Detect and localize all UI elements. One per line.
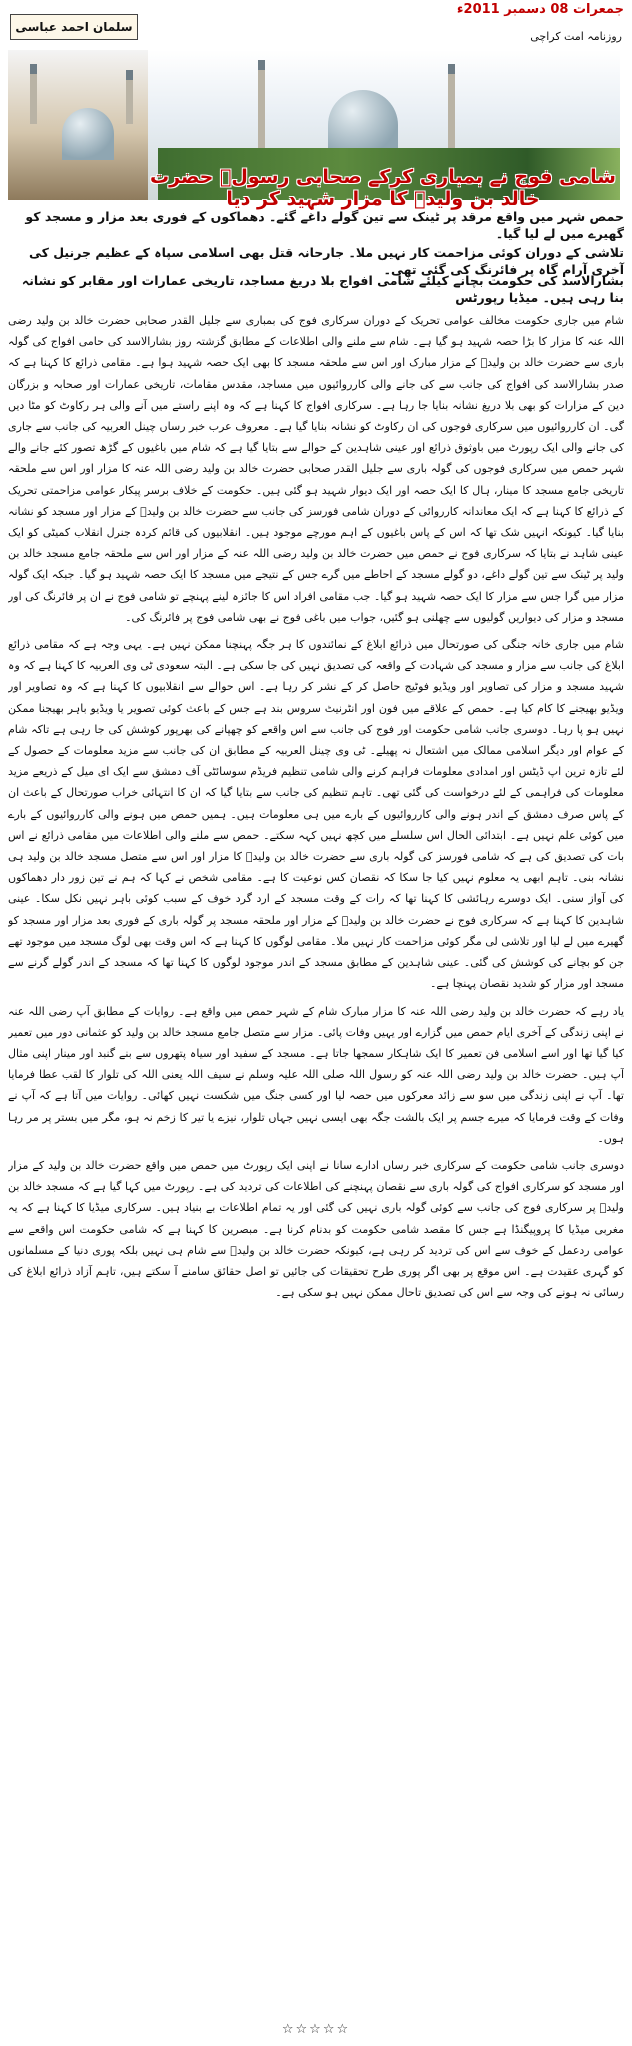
article-body <box>8 310 624 2010</box>
paragraph-2: شام میں جاری خانہ جنگی کی صورتحال میں ذرائع ابلاغ کے نمائندوں کا ہر جگہ پہنچنا ممکن نہیں ہے۔ یہی وجہ ہے کہ مقامی ذرائع ابلاغ کی جانب سے مزار و مسجد کی شہادت کے واقعہ کی تصدیق نہیں کی جا سکی ہے۔ البتہ سعودی ٹی وی العربیہ کا کہنا ہے کہ وہ شہید مسجد و مزار کی تصاویر اور ویڈیو فوٹیج حاصل کر کے نشر کر رہا ہے۔ اس حوالے سے انقلابیوں کا کہنا ہے کہ وہ تصاویر اور ویڈیو بھیجنے کا کام کیا ہے۔ حمص کے علاقے میں فون اور انٹرنیٹ سروس بند ہے جس کے باعث کوئی تصویر یا ویڈیو باہر بھیجنا ممکن نہیں ہو پا رہا۔ دوسری جانب شامی حکومت اور فوج کی جانب سے اس واقعے کو چھپانے کی بھرپور کوشش کی جا رہی ہے تاکہ شام کے عوام اور دیگر اسلامی ممالک میں اشتعال نہ پھیلے۔ ٹی وی چینل العربیہ کے مطابق ان کی جانب سے مزید معلومات کے حصول کے لئے تازہ ترین اپ ڈیٹس اور امدادی معلومات فراہم کرنے والی شامی تنظیم فریڈم سوسائٹی آف دمشق سے ایک ای میل کے ذریعے مزید معلومات کی فراہمی کے لئے درخواست کی گئی تھی۔ تاہم تنظیم کی جانب سے بتایا گیا کہ ان کا انتہائی خراب صورتحال کے باعث ان کے پاس صرف دمشق کے اندر ہونے والی کارروائیوں کے بارے میں ہی معلومات ہیں۔ ہمیں حمص میں ہونے والی کارروائیوں کے بارے میں کوئی علم نہیں ہے۔ ابتدائی الحال اس سلسلے میں کچھ نہیں کہہ سکتے۔ حمص سے ملنے والی اطلاعات میں مقامی ذرائع نے اس بات کی تصدیق کی ہے کہ شامی فورسز کی گولہ باری سے حضرت خالد بن ولیدؓ کا مزار اور اس سے متصل مسجد خالد بن ولید ہی نشانہ بنی۔ تاہم ابھی یہ معلوم نہیں کیا جا سکا کہ نقصان کس نوعیت کا ہے۔ مقامی شخص نے کہا کہ ہم نے تین زور دار دھماکوں کی آواز سنی۔ ایک دوسرے رہائشی کا کہنا تھا کہ رات کے وقت مسجد کے ارد گرد خوف کے سبب کوئی باہر نہیں نکل سکا۔ عینی شاہدین کا کہنا ہے کہ سرکاری فوج نے حضرت خالد بن ولیدؓ کے مزار اور ملحقہ مسجد پر گولہ باری کے فوری بعد مزار اور مسجد کو گھیرے میں لے لیا اور تلاشی لی مگر کوئی مزاحمت کار نہیں ملا۔ مقامی لوگوں کا کہنا ہے کہ اس وقت بھی لوگ مسجد میں موجود تھے جن کو بچانے کی کوشش کی گئی۔ عینی شاہدین کے مطابق مسجد کے اندر موجود لوگوں کا کہنا تھا کہ مسجد کے اندر گولے گرنے سے مسجد اور مزار کو شدید نقصان پہنچا ہے۔ <box>8 638 624 991</box>
paragraph-3: یاد رہے کہ حضرت خالد بن ولید رضی اللہ عنہ کا مزار مبارک شام کے شہر حمص میں واقع ہے۔ روایات کے مطابق آپ رضی اللہ عنہ نے اپنی زندگی کے آخری ایام حمص میں گزارے اور یہیں وفات پائی۔ مزار سے متصل جامع مسجد خالد بن ولید کو عثمانی دور میں تعمیر کیا گیا تھا اور اسے اسلامی فن تعمیر کا ایک شاہکار سمجھا جاتا ہے۔ مسجد کے سفید اور سیاہ پتھروں سے بنے گنبد اور مینار اپنی مثال آپ ہیں۔ حضرت خالد بن ولید رضی اللہ عنہ کو رسول اللہ صلی اللہ علیہ وسلم نے سیف اللہ یعنی اللہ کی تلوار کا لقب عطا فرمایا تھا۔ آپ نے اپنی زندگی میں سو سے زائد معرکوں میں حصہ لیا اور کسی جنگ میں شکست نہیں کھائی۔ روایات میں آتا ہے کہ آپ نے وفات کے وقت فرمایا کہ میرے جسم پر ایک بالشت جگہ بھی ایسی نہیں جہاں تلوار، نیزے یا تیر کا زخم نہ ہو، مگر میں بستر پر مر رہا ہوں۔ <box>8 1004 624 1145</box>
minaret-right-1 <box>258 60 265 150</box>
subheading-2: تلاشی کے دوران کوئی مزاحمت کار نہیں ملا۔ جارحانہ قتل بھی اسلامی سپاہ کے عظیم جرنیل کی آخری آرام گاہ پر فائرنگ کی گئی تھی۔ <box>28 245 624 277</box>
date-line: جمعرات 08 دسمبر 2011ء <box>456 2 624 17</box>
dome-left <box>62 108 114 160</box>
headline: شامی فوج نے بمباری کرکے صحابی رسولﷺ حضرت خالد بن ولیدؓ کا مزار شہید کر دیا <box>150 166 616 210</box>
minaret-left-2 <box>126 70 133 124</box>
byline-box: سلمان احمد عباسی <box>10 14 138 40</box>
paragraph-1: شام میں جاری حکومت مخالف عوامی تحریک کے دوران سرکاری فوج کی بمباری سے جلیل القدر صحابی حضرت خالد بن ولید رضی اللہ عنہ کا مزار کا بڑا حصہ شہید ہو گیا ہے۔ شام سے ملنے والی اطلاعات کے مطابق گزشتہ روز بشارالاسد کی حامی افواج کی گولہ باری سے حضرت خالد بن ولیدؓ کے مزار مبارک اور اس سے ملحقہ مسجد کا بھی ایک حصہ شہید ہوا ہے۔ مقامی ذرائع کا کہنا ہے کہ صدر بشارالاسد کی افواج کی جانب سے کی جانے والی کارروائیوں میں مساجد، مقدس مقامات، تاریخی عمارات اور صحابہ و بزرگان دین کے مزارات کو بھی بلا دریغ نشانہ بنایا جا رہا ہے۔ سرکاری افواج کا کہنا ہے کہ وہ اپنے راستے میں آنے والی ہر رکاوٹ کو مٹا دیں گی۔ ان کارروائیوں میں سرکاری فوجوں کی ان رکاوٹ کو نشانہ بنایا گیا ہے۔ معروف عرب خبر رساں چینل العربیہ کی جانب سے جاری کی جانے والی ایک رپورٹ میں باوثوق ذرائع اور عینی شاہدین کے حوالے سے بتایا گیا ہے کہ شام میں باغیوں کے گڑھ تصور کئے جانے والے شہر حمص میں سرکاری فوجوں کی گولہ باری سے جلیل القدر صحابی حضرت خالد بن ولید رضی اللہ عنہ کا مزار اور اس سے ملحقہ تاریخی جامع مسجد کا مینار، ہال کا ایک حصہ اور ایک دیوار شہید ہو گئی ہیں۔ حکومت کے خلاف برسر پیکار عوامی مزاحمتی تحریک کے ذرائع کا کہنا ہے کہ ایک معاندانہ کارروائی کے دوران شامی فورسز کی جانب سے حضرت خالد بن ولیدؓ کے مزار اور مسجد کو نشانہ بنایا گیا۔ کیونکہ انہیں شک تھا کہ اس کے پاس باغیوں کے اہم مورچے موجود ہیں۔ انقلابیوں کی قائم کردہ جنرل انقلاب کمیٹی کو ایک عینی شاہد نے بتایا کہ سرکاری فوج نے حمص میں حضرت خالد بن ولید رضی اللہ عنہ کے مزار اور اس سے ملحقہ جامع مسجد خالد بن ولید پر ٹینک سے تین گولے داغے، دو گولے مسجد کے احاطے میں گرے جس کے نتیجے میں مسجد کا ایک حصہ شہید ہو گیا۔ جبکہ ایک گولہ مزار میں گرا جس سے مزار کا ایک حصہ شہید ہو گیا۔ جب مقامی افراد اس کا جائزہ لینے پہنچے تو شامی فوج نے ان پر فائرنگ کی اور مسجد و مزار کی دیواریں گولیوں سے چھلنی ہو گئیں، جواب میں باغی فوج نے بھی شامی فوج پر فائرنگ کی۔ <box>8 314 624 624</box>
minaret-left-1 <box>30 64 37 124</box>
source-line: روزنامہ امت کراچی <box>530 30 622 43</box>
subheading-3: بشارالاسد کی حکومت بچانے کیلئے شامی افواج بلا دریغ مساجد، تاریخی عمارات اور مقابر کو نشانہ بنا رہی ہیں۔ میڈیا رپورٹس <box>21 273 624 305</box>
end-stars: ☆☆☆☆☆ <box>281 2022 351 2037</box>
subheading-1: حمص شہر میں واقع مرقد پر ٹینک سے تین گولے داغے گئے۔ دھماکوں کے فوری بعد مزار و مسجد کو گھیرے میں لے لیا گیا۔ <box>25 209 624 241</box>
paragraph-4: دوسری جانب شامی حکومت کے سرکاری خبر رساں ادارے سانا نے اپنی ایک رپورٹ میں حمص میں واقع حضرت خالد بن ولید کے مزار اور مسجد کو سرکاری افواج کی گولہ باری سے نقصان پہنچنے کی اطلاعات کی تردید کی ہے۔ رپورٹ میں کہا گیا ہے کہ مسجد خالد بن ولیدؓ پر سرکاری فوج کی جانب سے کوئی گولہ باری نہیں کی گئی اور یہ تمام اطلاعات بے بنیاد ہیں۔ سرکاری میڈیا کا کہنا ہے کہ یہ مغربی میڈیا کا پروپیگنڈا ہے جس کا مقصد شامی حکومت کو بدنام کرنا ہے۔ مبصرین کا کہنا ہے کہ شامی حکومت اس واقعے سے عوامی ردعمل کے خوف سے اس کی تردید کر رہی ہے، کیونکہ حضرت خالد بن ولیدؓ سے شام ہی نہیں بلکہ پوری دنیا کے مسلمانوں کو گہری عقیدت ہے۔ اس موقع پر بھی اگر پوری طرح تحقیقات کی جائیں تو اصل حقائق سامنے آ سکتے ہیں، تاہم آزاد ذرائع ابلاغ کی رسائی نہ ہونے کی وجہ سے اس کی تصدیق تاحال ممکن نہیں ہو سکی ہے۔ <box>8 1158 624 1300</box>
minaret-right-2 <box>448 64 455 150</box>
